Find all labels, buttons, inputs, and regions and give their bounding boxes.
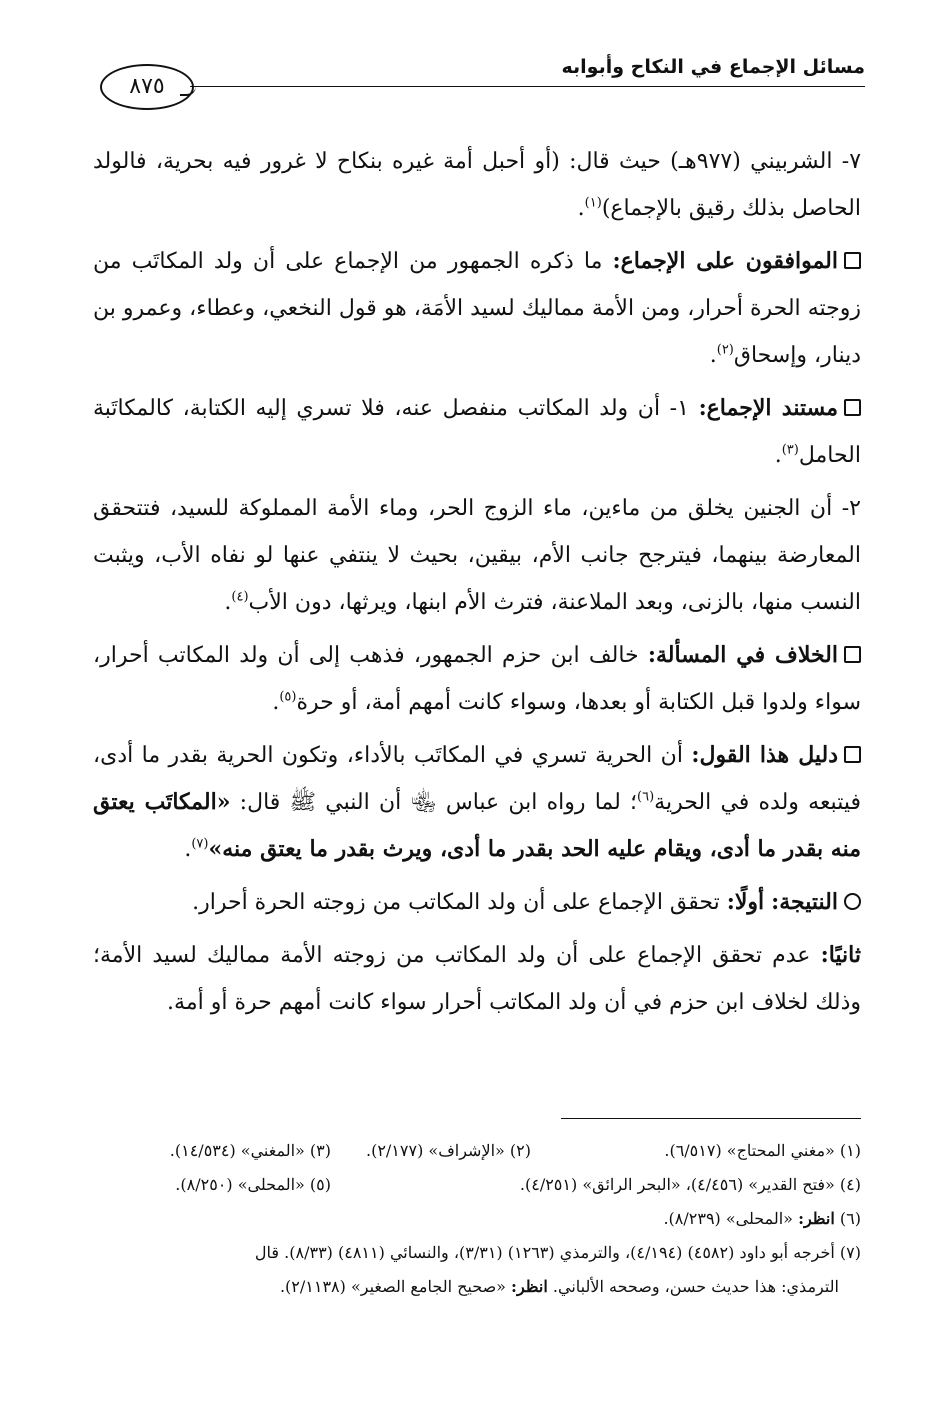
hadith-quote: «المكاتَب يعتق منه بقدر ما أدى، ويقام عليه الحد بقدر ما أدى، ويرث بقدر ما يعتق منه»	[93, 789, 861, 862]
paragraph-basis-2: ٢- أن الجنين يخلق من ماءين، ماء الزوج الحر، وماء الأمة المملوكة للسيد، فتتحقق المعارضة بينهما، فيترجح جانب الأم، بيقين، بحيث لا ينتفي عنها لو نفاه الأب، ويثبت النسب منها، بالزنى، وبعد الملاعنة، فترث الأم ابنها، ويرثها، دون الأب$^{(٤)}$.	[93, 496, 861, 615]
circle-bullet-icon	[844, 893, 861, 910]
footnote-ref: (٢)	[716, 342, 734, 358]
section-label: مستند الإجماع:	[698, 395, 839, 421]
footnote-divider	[561, 1118, 861, 1119]
section-label: الخلاف في المسألة:	[647, 642, 838, 668]
footnote-ref: (٤)	[231, 589, 249, 605]
footnote-3: (٣) «المغني» (١٤/٥٣٤).	[169, 1141, 331, 1160]
section-label: دليل هذا القول:	[691, 742, 839, 768]
section-label: الموافقون على الإجماع:	[612, 248, 838, 274]
paragraph-agreeing: الموافقون على الإجماع: ما ذكره الجمهور من الإجماع على أن ولد المكاتَب من زوجته الحرة أحرار، ومن الأمة مماليك لسيد الأمَة، هو قول النخعي، وعطاء، وعمرو بن دينار، وإسحاق$^{(٢)}$.	[93, 248, 861, 368]
paragraph-evidence: دليل هذا القول: أن الحرية تسري في المكاتَب بالأداء، وتكون الحرية بقدر ما أدى، فيتبعه ولده في الحرية$^{(٦)}$؛ لما رواه ابن عباس ﵄ أن النبي ﷺ قال: «المكاتَب يعتق منه بقدر ما أدى، ويقام عليه الحد بقدر ما أدى، ويرث بقدر ما يعتق منه»$^{(٧)}$.	[93, 742, 861, 862]
footnote-4: (٤) «فتح القدير» (٤/٤٥٦)، «البحر الرائق» (٤/٢٥١).	[519, 1175, 861, 1194]
square-bullet-icon	[844, 746, 861, 763]
header-rule	[190, 86, 865, 87]
square-bullet-icon	[844, 646, 861, 663]
square-bullet-icon	[844, 399, 861, 416]
paragraph-disagreement: الخلاف في المسألة: خالف ابن حزم الجمهور، فذهب إلى أن ولد المكاتب أحرار، سواء ولدوا قبل الكتابة أو بعدها، وسواء كانت أمهم أمة، أو حرة$^{(٥)}$.	[93, 642, 861, 715]
footnote-7: (٧) أخرجه أبو داود (٤٥٨٢) (٤/١٩٤)، والترمذي (١٢٦٣) (٣/٣١)، والنسائي (٤٨١١) (٨/٣٣). قال الترمذي: هذا حديث حسن، وصححه الألباني. انظر: «صحيح الجامع الصغير» (٢/١١٣٨).	[254, 1243, 861, 1296]
paragraph-result-2: ثانيًا: عدم تحقق الإجماع على أن ولد المكاتب من زوجته الأمة مماليك لسيد الأمة؛ وذلك لخلاف ابن حزم في أن ولد المكاتب أحرار سواء كانت أمهم حرة أو أمة.	[93, 942, 861, 1015]
page-number: ٨٧٥	[100, 64, 194, 110]
footnote-1: (١) «مغني المحتاج» (٦/٥١٧).	[664, 1141, 861, 1160]
footnote-ref: (٦)	[637, 789, 655, 805]
footnote-5: (٥) «المحلى» (٨/٢٥٠).	[175, 1175, 331, 1194]
page-header	[100, 52, 865, 112]
footnote-ref: (٥)	[279, 689, 297, 705]
footnote-row	[93, 1134, 861, 1168]
sub-label: ثانيًا:	[820, 942, 861, 968]
paragraph-basis: مستند الإجماع: ١- أن ولد المكاتب منفصل عنه، فلا تسري إليه الكتابة، كالمكاتَبة الحامل$^{(٣)}$.	[93, 395, 861, 468]
footnote-ref: (١)	[584, 195, 602, 211]
footnote-ref: (٧)	[191, 836, 209, 852]
main-text	[93, 138, 861, 1032]
footnotes	[93, 1134, 861, 1304]
footnote-2: (٢) «الإشراف» (٢/١٧٧).	[365, 1141, 531, 1160]
sub-label: أولًا:	[726, 889, 765, 915]
book-title: مسائل الإجماع في النكاح وأبوابه	[561, 56, 865, 78]
paragraph-result-1: النتيجة: أولًا: تحقق الإجماع على أن ولد المكاتب من زوجته الحرة أحرار.	[93, 879, 861, 926]
paragraph-7-sherbini: ٧- الشربيني (٩٧٧هـ) حيث قال: (أو أحبل أمة غيره بنكاح لا غرور فيه بحرية، فالولد الحاصل بذلك رقيق بالإجماع)$^{(١)}$.	[93, 149, 862, 221]
footnote-ref: (٣)	[781, 442, 799, 458]
section-label: النتيجة:	[771, 889, 838, 915]
square-bullet-icon	[844, 252, 861, 269]
footnote-6: (٦) انظر: «المحلى» (٨/٢٣٩).	[663, 1209, 861, 1228]
footnote-row	[93, 1168, 861, 1202]
